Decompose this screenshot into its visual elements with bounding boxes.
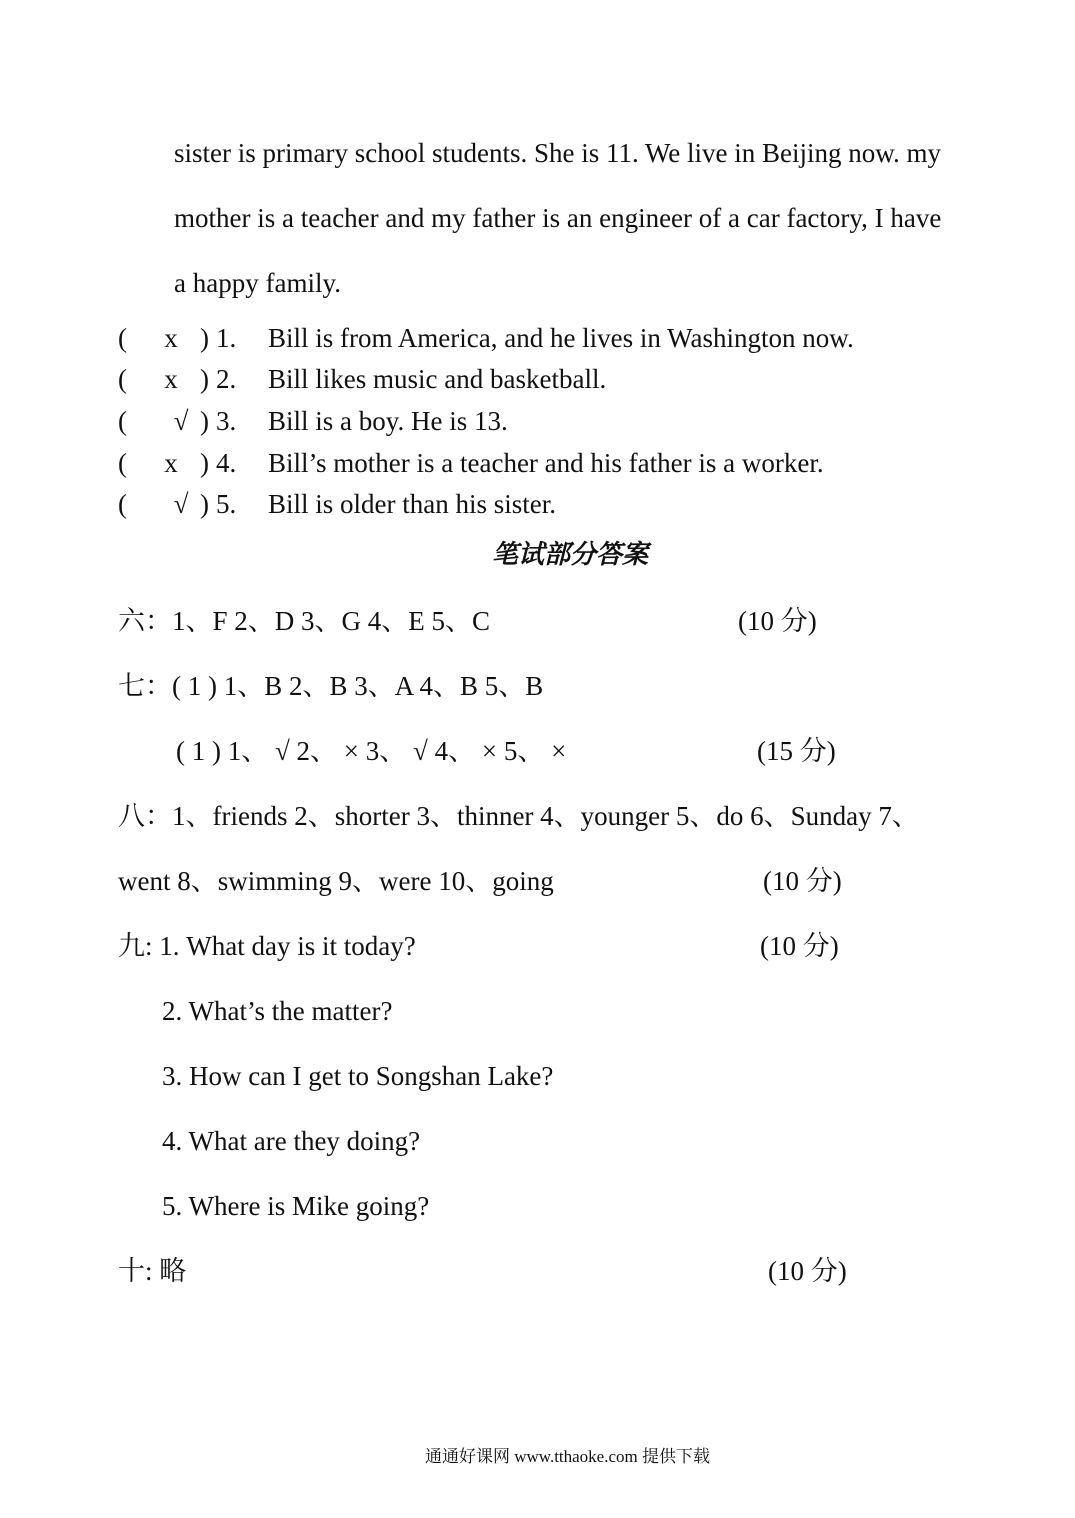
tf-item-1 bbox=[118, 322, 1018, 354]
answer-seven-part1: 七：( 1 ) 1、B 2、B 3、A 4、B 5、B bbox=[118, 671, 544, 701]
tf-number: 5. bbox=[216, 489, 237, 519]
tf-paren-close: ) bbox=[200, 323, 209, 353]
tf-statement: Bill is from America, and he lives in Washington now. bbox=[268, 323, 854, 353]
tf-paren-close: ) bbox=[200, 448, 209, 478]
tf-statement: Bill’s mother is a teacher and his father is a worker. bbox=[268, 448, 824, 478]
tf-mark: x bbox=[164, 364, 178, 394]
answer-eight-line1: 八：1、friends 2、shorter 3、thinner 4、younger 5、do 6、Sunday 7、 bbox=[118, 801, 919, 831]
tf-statement: Bill is a boy. He is 13. bbox=[268, 406, 508, 436]
tf-number: 3. bbox=[216, 406, 237, 436]
answer-ten: 十: 略 bbox=[118, 1256, 187, 1286]
tf-number: 1. bbox=[216, 323, 237, 353]
tf-mark: x bbox=[164, 323, 178, 353]
tf-paren-close: ) bbox=[200, 364, 209, 394]
passage-line-2: mother is a teacher and my father is an engineer of a car factory, I have bbox=[174, 203, 942, 233]
answer-eight-line2: went 8、swimming 9、were 10、going bbox=[118, 866, 554, 896]
tf-mark: √ bbox=[173, 489, 189, 519]
answer-nine-5: 5. Where is Mike going? bbox=[162, 1191, 430, 1221]
tf-item-4 bbox=[118, 447, 1018, 479]
tf-item-3 bbox=[118, 405, 1018, 437]
tf-mark: √ bbox=[173, 406, 189, 436]
score-eight: (10 分) bbox=[763, 866, 842, 896]
tf-number: 4. bbox=[216, 448, 237, 478]
tf-paren-open: ( bbox=[118, 406, 127, 436]
tf-statement: Bill likes music and basketball. bbox=[268, 364, 607, 394]
score-ten: (10 分) bbox=[768, 1256, 847, 1286]
section-title: 笔试部分答案 bbox=[491, 540, 648, 570]
answer-six: 六：1、F 2、D 3、G 4、E 5、C bbox=[118, 606, 491, 636]
answer-nine-2: 2. What’s the matter? bbox=[162, 996, 393, 1026]
answer-nine-3: 3. How can I get to Songshan Lake? bbox=[162, 1061, 554, 1091]
passage-line-3: a happy family. bbox=[174, 268, 341, 298]
answer-nine-1: 九: 1. What day is it today? bbox=[118, 931, 416, 961]
tf-item-5 bbox=[118, 488, 1018, 520]
tf-paren-close: ) bbox=[200, 406, 209, 436]
tf-number: 2. bbox=[216, 364, 237, 394]
tf-statement: Bill is older than his sister. bbox=[268, 489, 556, 519]
passage-line-1: sister is primary school students. She is 11. We live in Beijing now. my bbox=[174, 138, 942, 168]
answer-seven-part2: ( 1 ) 1、 √ 2、 × 3、 √ 4、 × 5、 × bbox=[176, 736, 567, 766]
tf-paren-close: ) bbox=[200, 489, 209, 519]
tf-paren-open: ( bbox=[118, 323, 127, 353]
tf-item-2 bbox=[118, 363, 1018, 395]
tf-paren-open: ( bbox=[118, 489, 127, 519]
score-six: (10 分) bbox=[738, 606, 817, 636]
score-seven: (15 分) bbox=[757, 736, 836, 766]
answer-nine-4: 4. What are they doing? bbox=[162, 1126, 421, 1156]
tf-paren-open: ( bbox=[118, 364, 127, 394]
score-nine: (10 分) bbox=[760, 931, 839, 961]
tf-mark: x bbox=[164, 448, 178, 478]
tf-paren-open: ( bbox=[118, 448, 127, 478]
footer-source: 通通好课网 www.tthaoke.com 提供下载 bbox=[424, 1447, 711, 1466]
